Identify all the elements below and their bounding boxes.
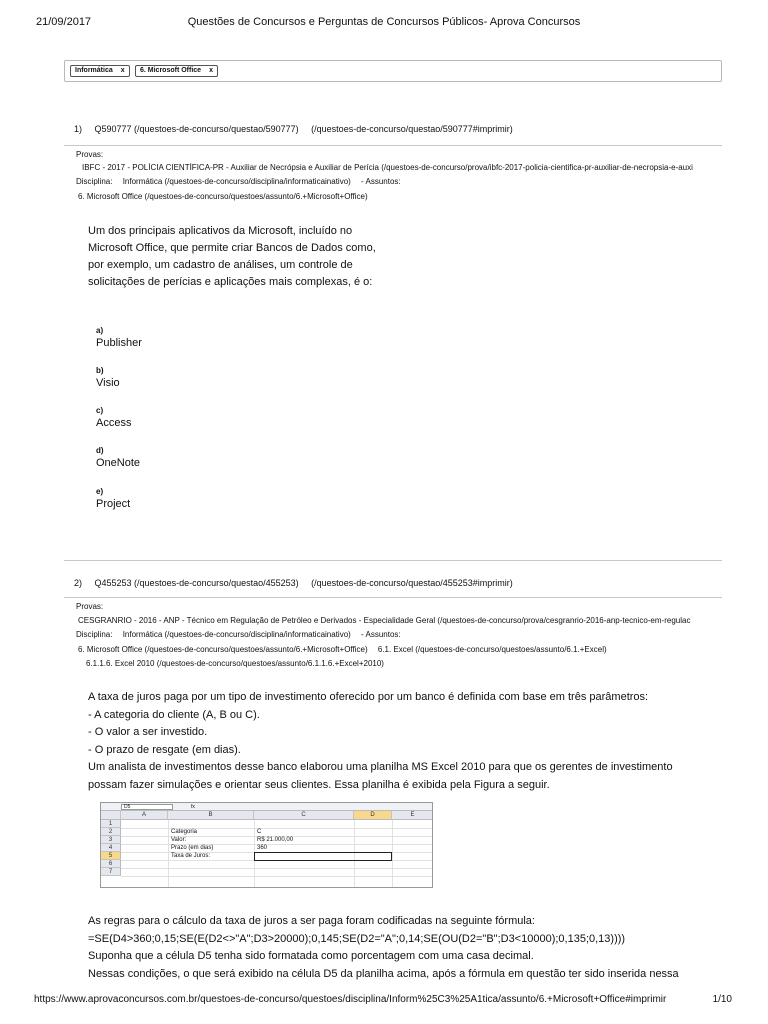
assunto-link[interactable]: 6. Microsoft Office (/questoes-de-concurso/questoes/assunto/6.+Microsoft+Office): [78, 192, 368, 201]
provas-label: Provas:: [76, 150, 104, 159]
cell-b5: Taxa de Juros:: [171, 853, 211, 859]
statement-line: Um analista de investimentos desse banco elaborou uma planilha MS Excel 2010 para que os gerentes de investimento: [88, 761, 673, 773]
active-cell-d5: [254, 852, 392, 861]
column-header: E: [392, 811, 433, 820]
print-header: [36, 16, 732, 30]
page-title: Questões de Concursos e Perguntas de Concursos Públicos- Aprova Concursos: [187, 16, 581, 28]
divider: [64, 145, 722, 146]
formula-line: =SE(D4>360;0,15;SE(E(D2<>"A";D3>20000);0,145;SE(D2="A";0,14;SE(OU(D2="B";D3<10000);0,135;0,13)))): [88, 933, 626, 945]
assunto-link[interactable]: 6.1.1.6. Excel 2010 (/questoes-de-concurso/questoes/assunto/6.1.1.6.+Excel+2010): [86, 659, 384, 668]
question-statement: Um dos principais aplicativos da Microsoft, incluído no Microsoft Office, que permite criar Bancos de Dados como, por exemplo, um cadastro de análises, um controle de solicitações de perícias e aplicações mais complexas, é o:: [88, 225, 376, 288]
cell-b3: Valor:: [171, 837, 187, 843]
row-header: 1: [101, 820, 121, 828]
fx-icon: fx: [191, 804, 195, 810]
cell-c4: 360: [257, 845, 268, 851]
disciplina-label: Disciplina:: [76, 177, 113, 186]
option-letter: a): [96, 326, 104, 335]
disciplina-row: [76, 177, 722, 186]
cell-b4: Prazo (em dias): [171, 845, 214, 851]
footer-url: https://www.aprovaconcursos.com.br/questoes-de-concurso/questoes/disciplina/Inform%25C3%25A1tica/assunto/6.+Microsoft+Office#imprimir: [34, 994, 667, 1005]
column-header: D: [354, 811, 392, 820]
option-letter: c): [96, 406, 104, 415]
disciplina-link[interactable]: Informática (/questoes-de-concurso/disciplina/informaticainativo): [122, 177, 351, 186]
filter-chip-label: 6. Microsoft Office: [140, 67, 202, 74]
spreadsheet-figure: [100, 802, 433, 888]
assunto-link[interactable]: 6.1. Excel (/questoes-de-concurso/questoes/assunto/6.1.+Excel): [377, 645, 607, 654]
remove-filter-icon[interactable]: x: [209, 67, 213, 74]
question-id-link[interactable]: Q455253 (/questoes-de-concurso/questao/455253): [94, 578, 299, 588]
question-id-link[interactable]: Q590777 (/questoes-de-concurso/questao/590777): [94, 124, 299, 134]
formula-bar: [101, 803, 432, 811]
statement-line: Nessas condições, o que será exibido na célula D5 da planilha acima, após a fórmula em questão ter sido inserida nessa: [88, 968, 679, 980]
statement-line: - O valor a ser investido.: [88, 726, 208, 738]
row-header: 3: [101, 836, 121, 844]
assunto-link[interactable]: 6. Microsoft Office (/questoes-de-concurso/questoes/assunto/6.+Microsoft+Office): [78, 645, 368, 654]
assuntos-row: [78, 645, 722, 654]
option-letter: b): [96, 366, 104, 375]
filter-chip-label: Informática: [75, 67, 113, 74]
provas-label: Provas:: [76, 602, 104, 611]
disciplina-label: Disciplina:: [76, 630, 113, 639]
option-letter: d): [96, 446, 104, 455]
corner-cell: [101, 811, 121, 820]
option-letter: e): [96, 487, 104, 496]
cell-c3: R$ 21.000,00: [257, 837, 294, 843]
print-link[interactable]: (/questoes-de-concurso/questao/455253#imprimir): [311, 578, 513, 588]
option-text[interactable]: OneNote: [96, 457, 141, 469]
disciplina-row: [76, 630, 722, 639]
assuntos-label: - Assuntos:: [361, 630, 401, 639]
option-text[interactable]: Visio: [96, 377, 120, 389]
question-2-header: [74, 578, 513, 588]
name-box: D5: [121, 804, 173, 810]
divider: [64, 597, 722, 598]
filter-chip-informatica[interactable]: [70, 65, 130, 77]
statement-line: possam fazer simulações e orientar seus clientes. Essa planilha é exibida pela Figura a seguir.: [88, 779, 550, 791]
statement-line: As regras para o cálculo da taxa de juros a ser paga foram codificadas na seguinte fórmula:: [88, 915, 535, 927]
filter-chip-microsoft-office[interactable]: [135, 65, 218, 77]
provas-link[interactable]: IBFC - 2017 - POLÍCIA CIENTÍFICA-PR - Auxiliar de Necrópsia e Auxiliar de Perícia (/questoes-de-concurso/prova/ibfc-2017-policia-cientifica-pr-auxiliar-de-necropsia-e-auxi: [82, 163, 693, 172]
assuntos-label: - Assuntos:: [361, 177, 401, 186]
row-header: 2: [101, 828, 121, 836]
remove-filter-icon[interactable]: x: [120, 67, 125, 74]
grid-line: [168, 820, 169, 887]
divider: [64, 560, 722, 561]
question-number: 1): [74, 124, 83, 134]
grid-line: [392, 820, 393, 887]
page-number: 1/10: [712, 994, 732, 1005]
statement-line: - O prazo de resgate (em dias).: [88, 744, 241, 756]
column-header: C: [254, 811, 354, 820]
print-date: 21/09/2017: [36, 16, 92, 28]
option-text[interactable]: Project: [96, 498, 131, 510]
provas-link[interactable]: CESGRANRIO - 2016 - ANP - Técnico em Regulação de Petróleo e Derivados - Especialidade Geral (/questoes-de-concurso/prova/cesgranrio-2016-anp-tecnico-em-regulac: [78, 616, 691, 625]
column-header: A: [121, 811, 168, 820]
option-text[interactable]: Publisher: [96, 337, 142, 349]
print-footer: [34, 994, 732, 1008]
statement-line: A taxa de juros paga por um tipo de investimento oferecido por um banco é definida com base em três parâmetros:: [88, 691, 649, 703]
row-header: 6: [101, 860, 121, 868]
question-1-header: [74, 124, 513, 134]
row-header: 5: [101, 852, 121, 860]
filter-bar: [64, 60, 722, 82]
option-text[interactable]: Access: [96, 417, 132, 429]
question-number: 2): [74, 578, 83, 588]
disciplina-link[interactable]: Informática (/questoes-de-concurso/disciplina/informaticainativo): [122, 630, 351, 639]
row-header: 4: [101, 844, 121, 852]
statement-line: - A categoria do cliente (A, B ou C).: [88, 709, 260, 721]
column-header: B: [168, 811, 254, 820]
cell-c2: C: [257, 829, 262, 835]
row-header: 7: [101, 868, 121, 876]
statement-line: Suponha que a célula D5 tenha sido formatada como porcentagem com uma casa decimal.: [88, 950, 534, 962]
cell-b2: Categoria: [171, 829, 198, 835]
print-link[interactable]: (/questoes-de-concurso/questao/590777#imprimir): [311, 124, 513, 134]
